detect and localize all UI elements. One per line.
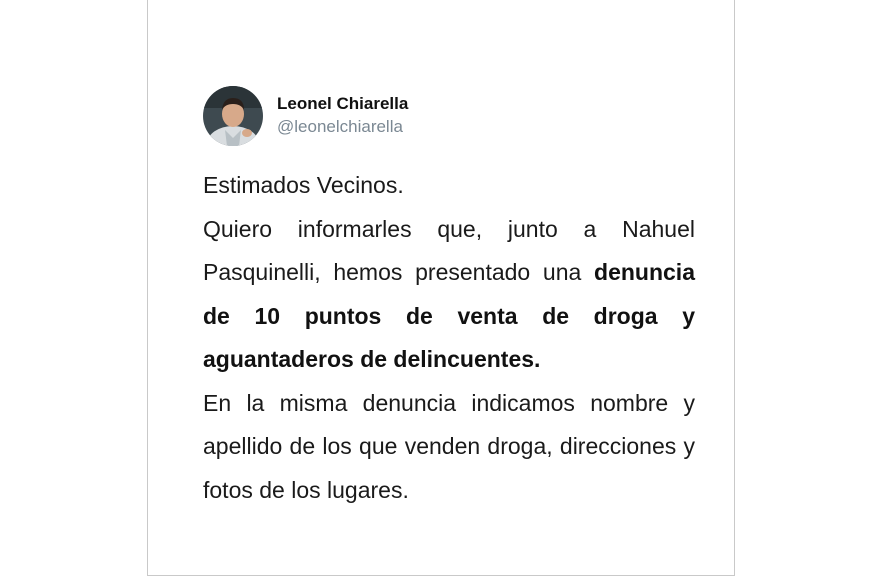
author-block — [277, 93, 408, 139]
tweet-body — [203, 164, 695, 512]
author-handle[interactable]: @leonelchiarella — [277, 117, 403, 136]
avatar[interactable] — [203, 86, 263, 146]
author-name[interactable]: Leonel Chiarella — [277, 94, 409, 113]
tweet-paragraph-1 — [203, 208, 695, 382]
tweet-paragraph-2: En la misma denuncia indicamos nombre y apellido de los que venden droga, direcciones y fotos de los lugares. — [203, 389, 695, 503]
tweet-card — [147, 0, 735, 576]
tweet-header — [203, 86, 408, 146]
profile-photo-icon — [203, 86, 263, 146]
tweet-paragraph-1-intro: Quiero informarles que, junto a Nahuel Pasquinelli, hemos presentado una — [203, 215, 695, 285]
tweet-greeting: Estimados Vecinos. — [203, 172, 404, 198]
tweet-paragraph-1-bold: denuncia de 10 puntos de venta de droga y aguantaderos de delincuentes. — [203, 259, 695, 372]
